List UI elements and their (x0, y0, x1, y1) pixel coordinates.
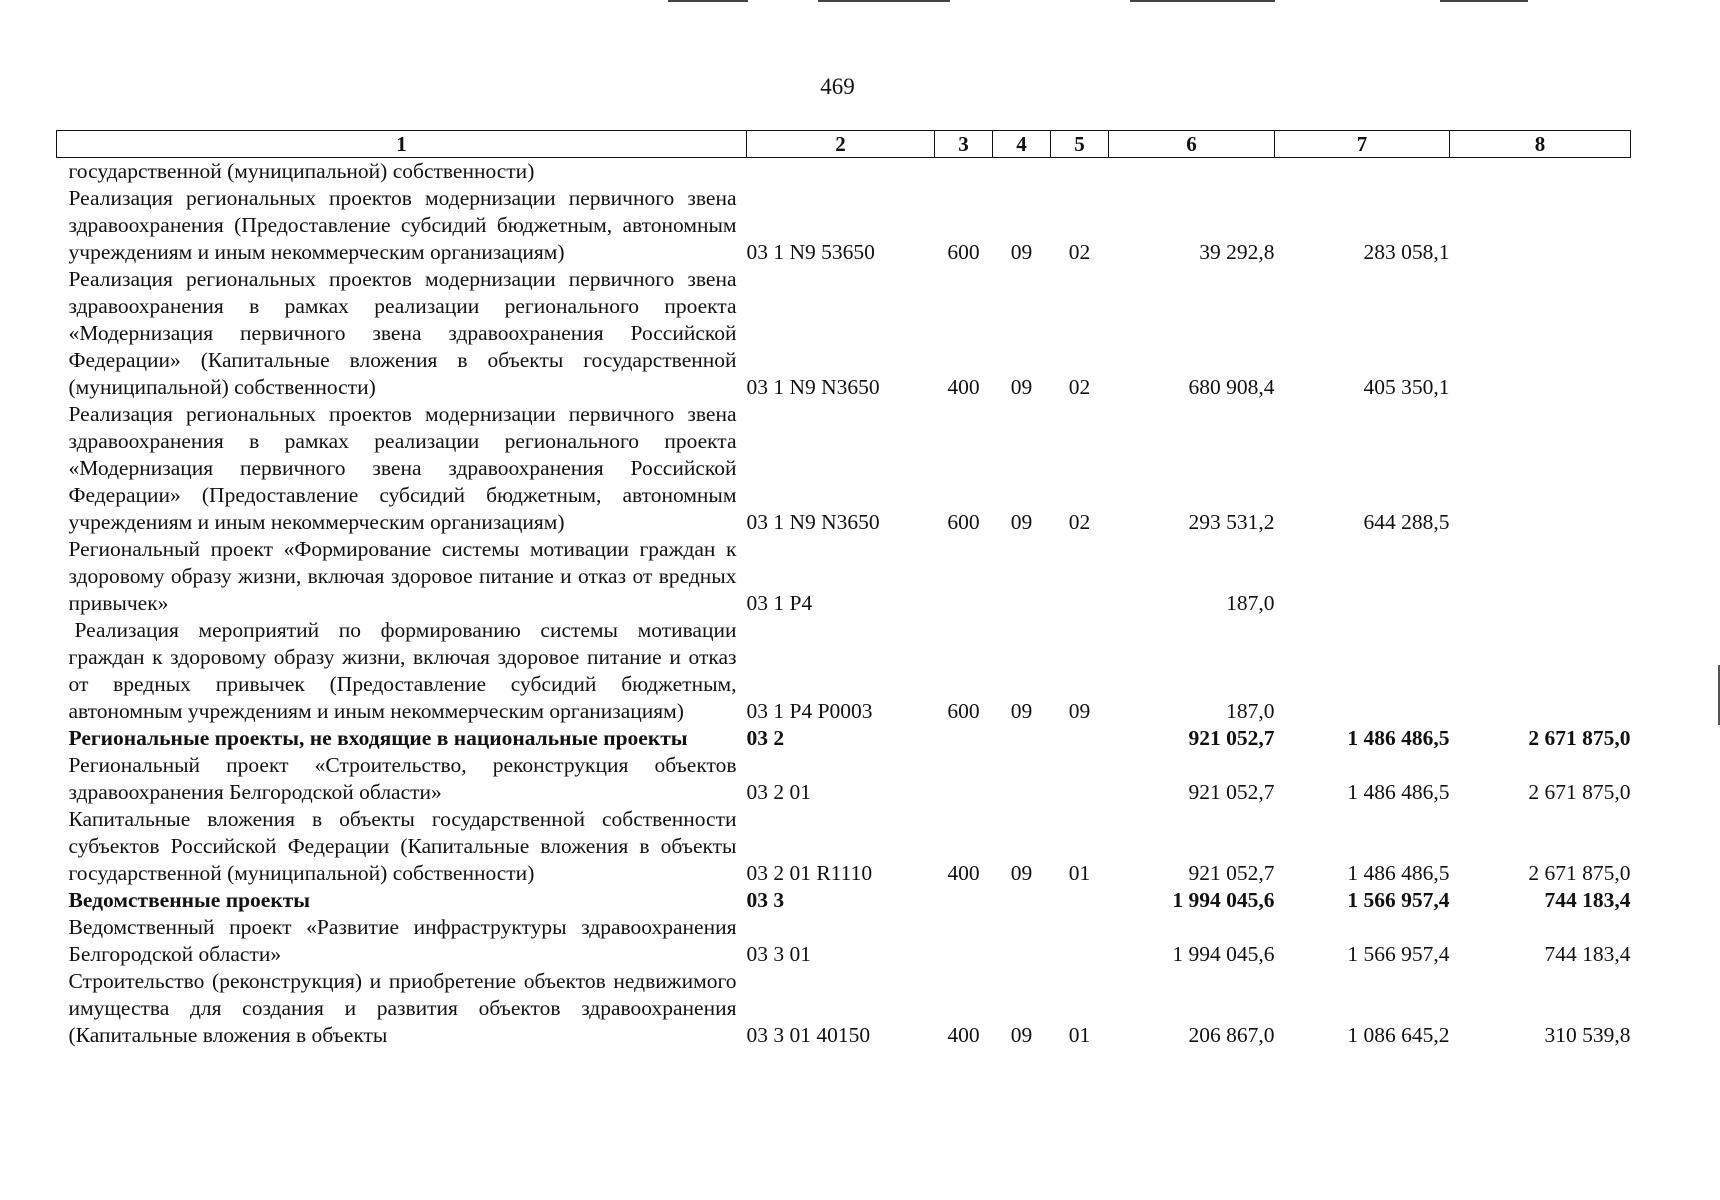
cell-v6 (1109, 158, 1275, 186)
cell-v8: 2 671 875,0 (1528, 780, 1631, 804)
table-row (57, 536, 1631, 617)
table-row (57, 752, 1631, 806)
cell-code: 03 2 01 (746, 780, 811, 804)
cell-c3: 400 (947, 375, 980, 399)
cell-desc: Реализация мероприятий по формированию системы мотивации граждан к здоровому образу жизни, включая здоровое питание и отказ от вредных привычек (Предоставление субсидий бюджетным, автономным учреждениям и иным некоммерческим организациям) (68, 618, 737, 723)
cell-desc: Капитальные вложения в объекты государственной собственности субъектов Российской Федерации (Капитальные вложения в объекты государственной (муниципальной) собственности) (68, 807, 737, 885)
cell-v6: 680 908,4 (1188, 375, 1275, 399)
cell-v6: 921 052,7 (1188, 861, 1275, 885)
cell-c3 (935, 158, 993, 186)
cell-desc: Региональный проект «Строительство, реконструкция объектов здравоохранения Белгородской области» (68, 753, 737, 804)
cell-v8 (1450, 401, 1631, 536)
header-col-4: 4 (993, 131, 1051, 158)
cell-c3: 400 (947, 861, 980, 885)
cell-c3: 600 (947, 510, 980, 534)
cell-v7: 1 566 957,4 (1347, 888, 1450, 912)
header-col-2: 2 (747, 131, 935, 158)
header-col-6: 6 (1109, 131, 1275, 158)
cell-v7: 644 288,5 (1363, 510, 1450, 534)
cell-desc: Реализация региональных проектов модернизации первичного звена здравоохранения в рамках реализации регионального проекта «Модернизация первичного звена здравоохранения Российской Федерации» (Предоставление субсидий бюджетным, автономным учреждениям и иным некоммерческим организациям) (68, 402, 737, 534)
cell-c4: 09 (1010, 699, 1033, 723)
cell-c3 (935, 725, 993, 752)
table-row (57, 806, 1631, 887)
cell-c3 (935, 752, 993, 806)
cell-c5: 01 (1068, 1023, 1091, 1047)
header-col-1: 1 (57, 131, 747, 158)
cell-v6: 921 052,7 (1188, 726, 1275, 750)
cell-v7 (1275, 158, 1450, 186)
cell-code: 03 3 01 40150 (746, 1023, 871, 1047)
cell-desc: Ведомственный проект «Развитие инфраструктуры здравоохранения Белгородской области» (68, 915, 737, 966)
cell-v8: 310 539,8 (1544, 1023, 1631, 1047)
cell-desc: Строительство (реконструкция) и приобретение объектов недвижимого имущества для создания и развития объектов здравоохранения (Капитальные вложения в объекты (68, 969, 737, 1047)
header-col-8: 8 (1450, 131, 1631, 158)
cell-c4: 09 (1010, 510, 1033, 534)
cell-c3 (935, 914, 993, 968)
table-row (57, 266, 1631, 401)
cell-c4 (993, 536, 1051, 617)
table-row (57, 401, 1631, 536)
cell-v8 (1450, 185, 1631, 266)
cell-c4 (993, 752, 1051, 806)
table-row (57, 185, 1631, 266)
header-col-5: 5 (1051, 131, 1109, 158)
table-body (57, 158, 1631, 1050)
table-row (57, 968, 1631, 1049)
cell-code: 03 3 (746, 888, 785, 912)
table-row (57, 725, 1631, 752)
cell-v6: 187,0 (1226, 699, 1275, 723)
cell-desc: Реализация региональных проектов модернизации первичного звена здравоохранения (Предоставление субсидий бюджетным, автономным учреждениям и иным некоммерческим организациям) (68, 186, 737, 264)
cell-c5 (1051, 752, 1109, 806)
cell-v7: 283 058,1 (1363, 240, 1450, 264)
table-row (57, 887, 1631, 914)
cell-desc: Ведомственные проекты (68, 888, 311, 912)
top-edge-rules (0, 0, 1720, 4)
page-number: 469 (820, 74, 855, 99)
cell-v7 (1275, 536, 1450, 617)
cell-code: 03 1 P4 (746, 591, 813, 615)
cell-v8: 2 671 875,0 (1528, 861, 1631, 885)
cell-desc: Региональный проект «Формирование системы мотивации граждан к здоровому образу жизни, включая здоровое питание и отказ от вредных привычек» (68, 537, 737, 615)
cell-v8 (1450, 266, 1631, 401)
cell-c5: 02 (1068, 240, 1091, 264)
cell-v6: 39 292,8 (1199, 240, 1275, 264)
cell-desc: Региональные проекты, не входящие в национальные проекты (68, 726, 688, 750)
cell-v7: 1 086 645,2 (1347, 1023, 1450, 1047)
cell-v6: 1 994 045,6 (1172, 942, 1275, 966)
cell-v6: 1 994 045,6 (1172, 888, 1275, 912)
cell-c3 (935, 536, 993, 617)
cell-code: 03 2 (746, 726, 785, 750)
cell-v6: 921 052,7 (1188, 780, 1275, 804)
cell-c5: 02 (1068, 375, 1091, 399)
cell-c5 (1051, 725, 1109, 752)
cell-c5: 02 (1068, 510, 1091, 534)
cell-c5 (1051, 536, 1109, 617)
table-header (57, 131, 1631, 158)
cell-c4: 09 (1010, 1023, 1033, 1047)
cell-c4: 09 (1010, 240, 1033, 264)
cell-code: 03 1 N9 N3650 (746, 510, 880, 534)
cell-code (747, 158, 935, 186)
cell-c5: 09 (1068, 699, 1091, 723)
cell-desc: государственной (муниципальной) собственности) (68, 159, 535, 183)
cell-v8 (1450, 617, 1631, 725)
cell-code: 03 1 N9 N3650 (746, 375, 880, 399)
cell-v8: 2 671 875,0 (1528, 726, 1631, 750)
cell-desc: Реализация региональных проектов модернизации первичного звена здравоохранения в рамках реализации регионального проекта «Модернизация первичного звена здравоохранения Российской Федерации» (Капитальные вложения в объекты государственной (муниципальной) собственности) (68, 267, 737, 399)
header-col-3: 3 (935, 131, 993, 158)
cell-v6: 293 531,2 (1188, 510, 1275, 534)
cell-v8 (1450, 158, 1631, 186)
cell-v8 (1450, 536, 1631, 617)
cell-c3: 600 (947, 240, 980, 264)
cell-c5 (1051, 914, 1109, 968)
cell-code: 03 1 P4 P0003 (746, 699, 873, 723)
cell-v7: 405 350,1 (1363, 375, 1450, 399)
cell-c3: 400 (947, 1023, 980, 1047)
cell-c5 (1051, 887, 1109, 914)
cell-c4 (993, 158, 1051, 186)
cell-c4: 09 (1010, 861, 1033, 885)
cell-c3: 600 (947, 699, 980, 723)
cell-v7: 1 486 486,5 (1347, 726, 1450, 750)
cell-v6: 206 867,0 (1188, 1023, 1275, 1047)
cell-c4 (993, 914, 1051, 968)
cell-c4 (993, 725, 1051, 752)
table-row (57, 914, 1631, 968)
cell-c5 (1051, 158, 1109, 186)
cell-v8: 744 183,4 (1544, 942, 1631, 966)
cell-c3 (935, 887, 993, 914)
cell-c4 (993, 887, 1051, 914)
table-row (57, 617, 1631, 725)
budget-table (56, 130, 1631, 1049)
cell-code: 03 1 N9 53650 (746, 240, 875, 264)
cell-v6: 187,0 (1226, 591, 1275, 615)
cell-v8: 744 183,4 (1544, 888, 1631, 912)
cell-v7: 1 486 486,5 (1347, 780, 1450, 804)
cell-code: 03 3 01 (746, 942, 811, 966)
cell-v7 (1275, 617, 1450, 725)
table-row (57, 158, 1631, 186)
cell-v7: 1 566 957,4 (1347, 942, 1450, 966)
cell-c4: 09 (1010, 375, 1033, 399)
cell-c5: 01 (1068, 861, 1091, 885)
cell-code: 03 2 01 R1110 (746, 861, 873, 885)
header-col-7: 7 (1275, 131, 1450, 158)
cell-v7: 1 486 486,5 (1347, 861, 1450, 885)
